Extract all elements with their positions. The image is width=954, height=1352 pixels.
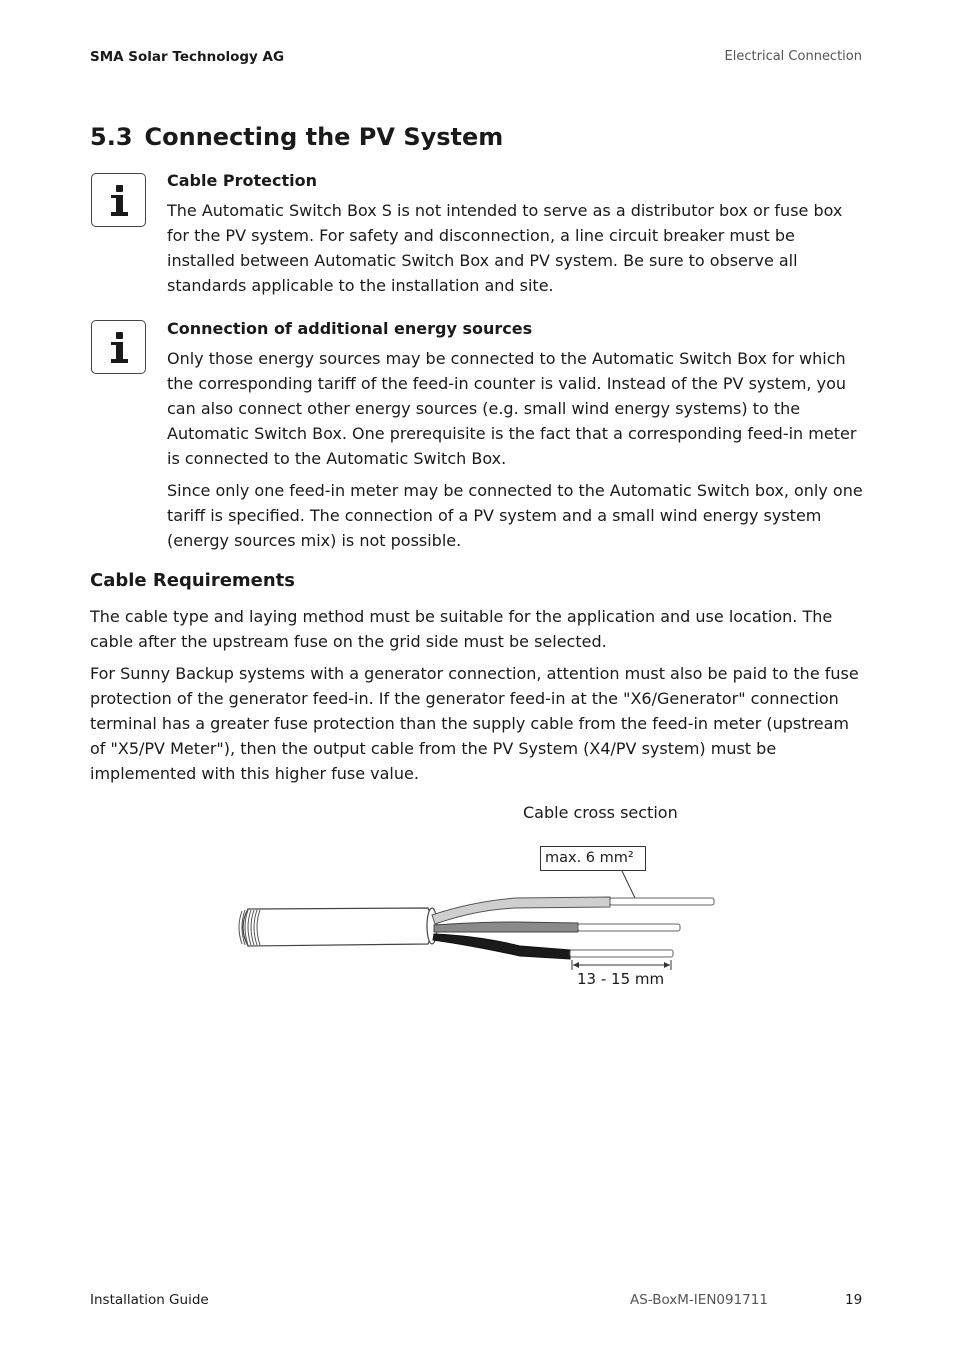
note-cable-protection — [167, 169, 865, 305]
body-paragraph: The cable type and laying method must be suitable for the application and use location. The cable after the upstream fuse on the grid side must be selected. — [90, 607, 833, 651]
cable-illustration — [230, 860, 730, 970]
cable-requirements-body — [90, 604, 865, 793]
section-number: 5.3 — [90, 123, 133, 151]
header-company: SMA Solar Technology AG — [90, 49, 285, 65]
leader-line — [622, 871, 635, 898]
strip-length-label: 13 - 15 mm — [577, 970, 665, 988]
max-cross-section-label: max. 6 mm² — [540, 846, 646, 871]
info-icon — [91, 173, 146, 227]
cable-requirements-heading: Cable Requirements — [90, 570, 296, 591]
section-title-text: Connecting the PV System — [144, 123, 504, 151]
figure-caption: Cable cross section — [523, 803, 678, 822]
conductor — [578, 924, 680, 931]
note-title: Cable Protection — [167, 171, 318, 190]
page-number: 19 — [845, 1292, 863, 1308]
info-icon — [91, 320, 146, 374]
footer-doc-code: AS-BoxM-IEN091711 — [630, 1292, 768, 1308]
note-paragraph: Only those energy sources may be connected to the Automatic Switch Box for which the corresponding tariff of the feed-in counter is valid. Instead of the PV system, you can also connect other energy sources (e.g. small wind energy systems) to the Automatic Switch Box. One prerequisite is the fact that a corresponding feed-in meter is connected to the Automatic Switch Box. — [167, 349, 857, 468]
wire-grey-dark — [434, 922, 578, 932]
footer-doc-type: Installation Guide — [90, 1292, 209, 1308]
cable-jacket — [243, 908, 432, 946]
conductor — [570, 950, 673, 957]
note-paragraph: Since only one feed-in meter may be connected to the Automatic Switch box, only one tariff is specified. The connection of a PV system and a small wind energy system (energy sources mix) is not possible. — [167, 481, 863, 550]
body-paragraph: For Sunny Backup systems with a generator connection, attention must also be paid to the fuse protection of the generator feed-in. If the generator feed-in at the "X6/Generator" connection terminal has a greater fuse protection than the supply cable from the feed-in meter (upstream of "X5/PV Meter"), then the output cable from the PV System (X4/PV system) must be implemented with this higher fuse value. — [90, 664, 859, 783]
note-paragraph: The Automatic Switch Box S is not intended to serve as a distributor box or fuse box for the PV system. For safety and disconnection, a line circuit breaker must be installed between Automatic Switch Box and PV system. Be sure to observe all standards applicable to the installation and site. — [167, 201, 843, 295]
wire-black — [433, 934, 570, 959]
header-chapter: Electrical Connection — [724, 49, 862, 64]
note-additional-energy-sources — [167, 317, 865, 560]
section-title — [90, 123, 503, 151]
conductor — [610, 898, 714, 905]
note-title: Connection of additional energy sources — [167, 319, 533, 338]
wire-grey-light — [432, 897, 610, 924]
